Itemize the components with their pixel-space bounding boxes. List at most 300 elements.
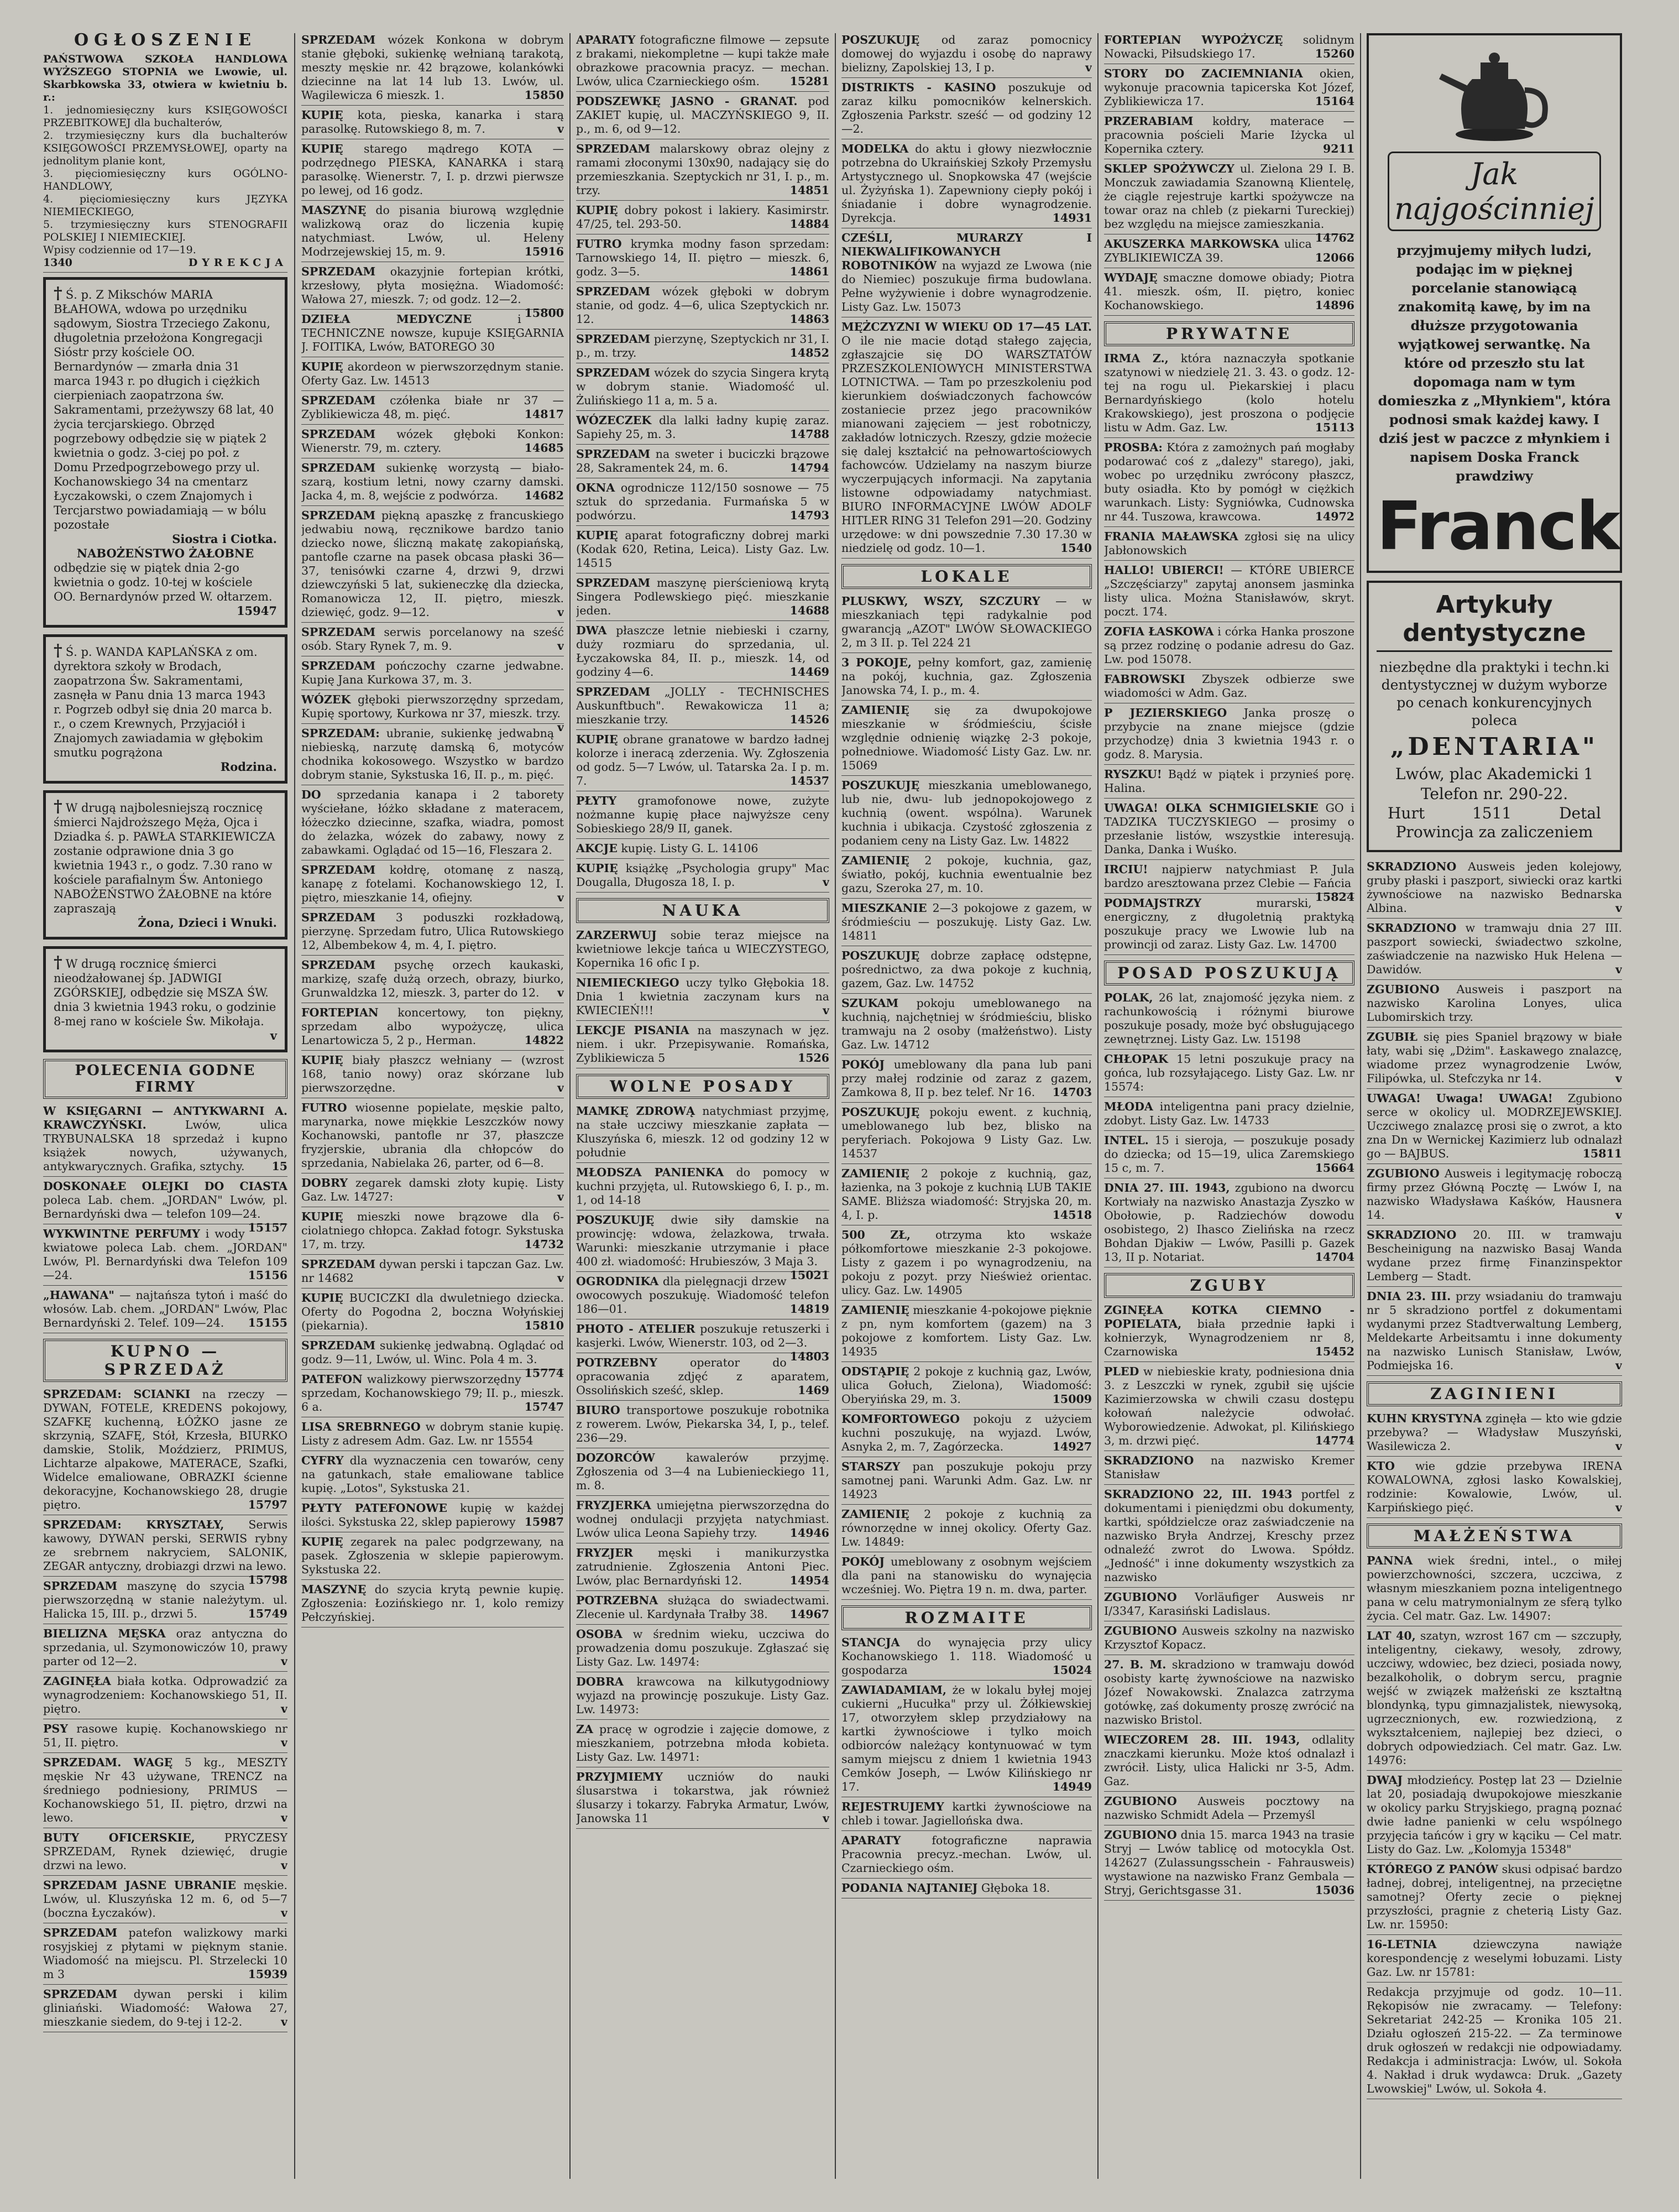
ad-number: 15156: [248, 1269, 287, 1282]
ad-number: v: [281, 1811, 287, 1824]
ad-lead: STANCJA: [841, 1636, 900, 1649]
classified-ad: [301, 461, 564, 506]
obituary-box: [43, 946, 287, 1052]
ad-text: od zaraz pomocnicy domowej do wyjazdu i osobę do naprawy bielizny, Zapolskiej 13, I p.: [841, 33, 1092, 74]
ad-lead: SPRZEDAM:: [301, 727, 380, 740]
ad-number: 15800: [524, 306, 564, 320]
ad-text: — najtańsza tytoń i maść do włosów. Lab. chem. „JORDAN" Lwów, Plac Bernardyński 2. Telef. 109—24.: [43, 1288, 287, 1329]
ad-lead: ZAWIADAMIAM,: [841, 1683, 947, 1697]
ad-lead: KUPIĘ: [301, 1210, 343, 1223]
ad-lead: DOZORCÓW: [576, 1451, 655, 1464]
classified-ad: [301, 727, 564, 785]
ad-text: okien, wykonuje pracownia tapicerska Kot Józef, Zyblikiewicza 17.: [1104, 67, 1354, 108]
ad-text: biała kotka. Odprowadzić za wynagrodzeniem: Kochanowskiego 51, II. piętro.: [43, 1674, 287, 1715]
classified-ad: [1104, 1658, 1354, 1730]
ad-text: O ile nie macie dotąd stałego zajęcia, zgłaszajcie się DO WARSZTATÓW PRZESZKOLENIOWYCH MINISTERSTWA LOTNICTWA. — Tam po przeszkoleniu pod kierunkiem doświadczonych fachowców zostaniecie przez jego pracowników mianowani zajęciem — jest robotniczy, zakładów lotniczych. Rzeszy, gdzie możecie się dalej kształcić na pełnowartościowych fachowców. Udzielamy na naszym biurze wyczerpujących informacji. Na zapytania listowne odpowiadamy natychmiast. BIURO INFORMACYJNE LWÓW ADOLF HITLER RING 31 Telefon 291—20. Godziny urzędowe: w dni powszednie 7.30 17.30 w niedzielę od godz. 10—1.: [841, 334, 1092, 555]
classified-ad: [1367, 1773, 1622, 1860]
classified-ad: [841, 997, 1092, 1055]
ads-list: [301, 33, 564, 1627]
ad-lead: ZOFIA ŁASKOWA: [1104, 625, 1214, 638]
classified-ad: [301, 1210, 564, 1255]
ad-lead: ZGUBIONO: [1104, 1794, 1177, 1808]
classified-ad: [576, 33, 829, 92]
column-rule: [569, 33, 571, 2179]
ad-lead: DNIA 27. III. 1943,: [1104, 1181, 1230, 1194]
ad-number: 15987: [524, 1515, 564, 1528]
classified-ad: [43, 1722, 287, 1753]
classified-ad: [841, 1834, 1092, 1879]
ad-text: smaczne domowe obiady; Piotra 41. mieszk. ośm, II. piętro, koniec Kochanowskiego.: [1104, 271, 1354, 312]
ad-number: v: [557, 721, 564, 734]
classified-ad: [1104, 1052, 1354, 1097]
ad-lead: SPRZEDAM: [576, 576, 651, 589]
ad-text: wózek głęboki w dobrym stanie, od godz. 4—6, ulica Szeptyckich nr. 12.: [576, 285, 829, 326]
ad-text: zegarek na palec podgrzewany, na pasek. Zgłoszenia w sklepie papierowym. Sykstuska 22.: [301, 1535, 564, 1576]
ad-text: Janka proszę o przybycie na znane miejsce (gdzie przychodzę) dnia 3 kwietnia 1943 r. o godz. 8. Marysia.: [1104, 706, 1354, 761]
ad-text: płaszcze letnie niebieski i czarny, duży rozmiaru do sprzedania, ul. Łyczakowska 84, II. p., mieszk. 14, od godziny 4—6.: [576, 624, 829, 679]
ad-lead: SPRZEDAM: [576, 685, 651, 698]
ad-number: v: [1615, 963, 1622, 976]
ad-lead: PODANIA NAJTANIEJ: [841, 1881, 978, 1895]
ad-number: 14817: [524, 408, 564, 421]
classified-ad: [576, 1024, 829, 1068]
ad-lead: POTRZEBNA: [576, 1594, 658, 1607]
course-item: 3. pięciomiesięczny kurs OGÓLNO-HANDLOWY,: [43, 168, 287, 192]
obituary-box: [43, 634, 287, 784]
ad-number: 14794: [789, 461, 829, 474]
classified-ad: [301, 1176, 564, 1207]
classified-ad: [1104, 1624, 1354, 1655]
ad-text: sukienkę worzystą — biało-szarą, kostium letni, nowy czarny damski. Jacka 4, m. 8, wejście z podwórza.: [301, 461, 564, 502]
classified-ad: [1367, 1290, 1622, 1376]
ad-number: 15164: [1315, 95, 1354, 108]
ad-text: umiejętna pierwszorzędna do wodnej ondulacji przyjęta natychmiast. Lwów ulica Leona Sapiehy trzy.: [576, 1499, 829, 1540]
ad-number: v: [1615, 1208, 1622, 1222]
classified-ad: [1104, 672, 1354, 703]
ad-lead: DWAJ: [1367, 1773, 1403, 1787]
ad-lead: STARSZY: [841, 1460, 901, 1473]
classified-ad: [576, 862, 829, 893]
ad-lead: MĘŻCZYZNI W WIEKU OD 17—45 LAT.: [841, 320, 1092, 333]
ad-lead: PODSZEWKĘ JASNO - GRANAT.: [576, 95, 798, 108]
ad-lead: CHŁOPAK: [1104, 1052, 1168, 1066]
classified-ad: [576, 1594, 829, 1625]
classified-ad: [576, 842, 829, 859]
classified-ad: [841, 703, 1092, 776]
ad-text: do wynajęcia przy ulicy Kochanowskiego 1. 118. Wiadomość u gospodarza: [841, 1636, 1092, 1677]
ad-lead: SKLEP SPOŻYWCZY: [1104, 162, 1235, 175]
ad-text: inteligentna pani pracy dzielnie, zdobyt. Listy Gaz. Lw. 14733: [1104, 1100, 1354, 1127]
ad-lead: WYKWINTNE PERFUMY: [43, 1227, 200, 1240]
ad-text: kupię w każdej ilości. Sykstuska 22, sklep papierowy: [301, 1501, 564, 1528]
ad-lead: SKRADZIONO: [1367, 921, 1457, 935]
classified-ad: [301, 204, 564, 262]
classified-ad: [576, 366, 829, 411]
ad-text: męskie. Lwów, ul. Kluszyńska 12 m. 6, od 5—7 (boczna Łyczaków).: [43, 1879, 287, 1919]
column-rule: [1360, 33, 1361, 2179]
ad-lead: DNIA 23. III.: [1367, 1290, 1451, 1303]
section-rozmaite: ROZMAITE: [841, 1605, 1092, 1630]
ad-lead: DWA: [576, 624, 607, 637]
ad-lead: POSZUKUJĘ: [841, 779, 920, 792]
franck-logo: Franck: [1377, 488, 1619, 565]
ad-number: v: [281, 1655, 287, 1668]
ad-text: do aktu i głowy niezwłocznie potrzebna do Ukraińskiej Szkoły Przemysłu Artystycznego ul. Snopkowska 47 (wejście ul. Żyżyńska 1). Zapewniony ciepły pokój i śniadanie i dobre wynagrodzenie. Dyrekcja.: [841, 142, 1092, 225]
ad-text: szatyn, wzrost 167 cm — szczupły, inteligentny, ciekawy, wesoły, zdrowy, uczciwy, wdowiec, bez dzieci, posiada nowy, bezalkoholik, o dobrym sercu, pragnie wejść w związek małżeński ze kształtną blondynką, typu gimnazjalistek, niewysoką, ugrzecznionych, ew. rozwiedzioną, z wykształceniem, najlepiej bez dzieci, o dobrych odpowiedziach. Cel matr. Gaz. Lw. 14976:: [1367, 1629, 1622, 1767]
ad-lead: PŁYTY PATEFONOWE: [301, 1501, 448, 1515]
ad-lead: MIESZKANIE: [841, 901, 927, 915]
course-item: 2. trzymiesięczny kurs dla buchalterów KSIĘGOWOŚCI PRZEMYSŁOWEJ, oparty na jednolitym planie kont,: [43, 129, 287, 167]
ad-lead: SPRZEDAM: [301, 863, 376, 877]
ad-text: uczniów do nauki ślusarstwa i tokarstwa, jak również ślusarzy i tokarzy. Fabryka Armatur, Lwów, Janowska 11: [576, 1770, 829, 1825]
ad-text: maszynę pierścieniową krytą Singera Podlewskiego pięć. mieszkanie jeden.: [576, 576, 829, 617]
ad-number: 14972: [1315, 510, 1354, 523]
classified-ad: [576, 204, 829, 234]
classified-ad: [1104, 33, 1354, 64]
ad-lead: LISA SREBRNEGO: [301, 1420, 421, 1433]
ad-text: pierzynę, Szeptyckich nr 31, I. p., m. trzy.: [576, 332, 829, 359]
ad-text: dla wyznaczenia cen towarów, ceny na gatunkach, stałe emaliowane tablice kupię. „Lotos", Sykstuska 21.: [301, 1454, 564, 1495]
classified-ad: [841, 1555, 1092, 1600]
ad-text: książkę „Psychologia grupy" Mac Dougalla, Długosza 18, I. p.: [576, 862, 829, 889]
ad-lead: SKRADZIONO 22, III. 1943: [1104, 1488, 1293, 1501]
ad-number: v: [557, 891, 564, 904]
ad-lead: MAMKĘ ZDROWĄ: [576, 1104, 695, 1118]
ad-text: głęboki pierwszorzędny sprzedam, Kupię sportowy, Kurkowa nr 37, mieszk. trzy.: [301, 693, 564, 720]
ad-text: PRYCZESY SPRZEDAM, Rynek dziewięć, drugie drzwi na lewo.: [43, 1831, 287, 1872]
classified-ad: [1367, 1228, 1622, 1287]
ad-lead: P JEZIERSKIEGO: [1104, 706, 1227, 719]
ad-text: GO i TADZIKA TUCZYSKIEGO — prosimy o przesłanie listów, wszystkie interesują. Danka, Danka i Wuśko.: [1104, 801, 1354, 856]
ad-text: Ausweis i legitymację roboczą firmy przez Główną Pocztę — Lwów I, na nazwisko Władysława Kaśków, Hausnera 14.: [1367, 1167, 1622, 1222]
ad-lead: KUPIĘ: [576, 204, 618, 217]
ad-lead: KOMFORTOWEGO: [841, 1412, 960, 1426]
ad-lead: UWAGA! Uwaga! UWAGA!: [1367, 1092, 1553, 1105]
classified-ad: [1367, 921, 1622, 980]
column-rule: [294, 33, 295, 2179]
ad-text: okazyjnie fortepian krótki, krzesłowy, płyta mosiężna. Wiadomość: Wałowa 27, mieszk. 7; od godz. 12—2.: [301, 265, 564, 306]
classified-ad: [1104, 530, 1354, 561]
classified-ad: [1104, 768, 1354, 799]
ad-text: kartki żywnościowe na chleb i towar. Jagiellońska dwa.: [841, 1800, 1092, 1827]
ad-text: pokoju z użyciem kuchni poszukuję, na wyjazd. Lwów, Asnyka 2, m. 7, Zagórzecka.: [841, 1412, 1092, 1453]
ad-number: 14822: [524, 1034, 564, 1047]
classified-ad: [841, 656, 1092, 701]
classified-ad: [841, 320, 1092, 559]
cross-icon: †: [54, 797, 62, 816]
ad-number: 12066: [1315, 251, 1354, 264]
ad-text: kołdrę, otomanę z naszą, kanapę z fotelami. Kochanowskiego 12, I. piętro, mieszkanie 14, ofiejny.: [301, 863, 564, 904]
course-item: Wpisy codziennie od 17—19.: [43, 244, 196, 256]
ad-lead: KUPIĘ: [301, 1291, 343, 1305]
ad-number: 15260: [1315, 47, 1354, 60]
ad-text: że w lokalu byłej mojej cukierni „Hucułka" przy ul. Żółkiewskiej 17, otworzyłem sklep przydziałowy na kartki żywnościowe i tylko moich odbiorców należący kontynuować w tym samym miejscu z dniem 1 kwietnia 1943 Cemków Joseph, — Lwów Kilińskiego nr 17.: [841, 1683, 1092, 1793]
ad-text: sprzedania kanapa i 2 taborety wyściełane, łóżko składane z materacem, łóżeczko dziecinne, szafka, wiadra, pomost do żelazka, wózek do zabawy, nowy z zabawkami. Oglądać od 15—16, Fleszara 2.: [301, 788, 564, 857]
ad-number: v: [1615, 1501, 1622, 1514]
ad-number: 15797: [248, 1498, 287, 1511]
ad-lead: ODSTĄPIĘ: [841, 1365, 909, 1378]
section-zaginieni: ZAGINIENI: [1367, 1381, 1622, 1406]
ad-lead: STORY DO ZACIEMNIANIA: [1104, 67, 1303, 80]
ad-number: v: [1085, 61, 1092, 74]
ad-text: psychę orzech kaukaski, markizę, szafę dużą orzech, obrazy, biurko, Grunwaldzka 12, mieszk. 3, parter do 12.: [301, 958, 564, 999]
ad-text: starego mądrego KOTA — podrzędnego PIESKA, KANARKA i starą parasolkę. Wienerstr. 7, I. p. drzwi pierwsze po lewej, od 16 godz.: [301, 142, 564, 197]
column-5: [1104, 33, 1354, 2190]
classified-ad: [841, 1800, 1092, 1831]
ad-number: 14819: [789, 1302, 829, 1316]
classified-ad: [841, 1228, 1092, 1301]
ad-number: 14946: [789, 1526, 829, 1540]
ad-text: rasowe kupię. Kochanowskiego nr 51, II. piętro.: [43, 1722, 287, 1749]
ad-lead: KUPIĘ: [301, 360, 343, 373]
classified-ad: [1104, 1488, 1354, 1588]
classified-ad: [576, 447, 829, 478]
ad-lead: LAT 40,: [1367, 1629, 1416, 1642]
classified-ad: [43, 1227, 287, 1286]
classified-ad: [576, 1451, 829, 1496]
classified-ad: [576, 529, 829, 573]
ad-text: 2 pokoje, kuchnia, gaz, światło, pokój, kuchnia ewentualnie bez gazu, Szeroka 27, m. 10.: [841, 854, 1092, 895]
ad-number: v: [823, 875, 829, 889]
ad-lead: BIELIZNA MĘSKA: [43, 1627, 166, 1640]
classified-ad: [301, 1535, 564, 1580]
ad-lead: MŁODA: [1104, 1100, 1153, 1113]
ad-text: umeblowany dla pana lub pani przy małej rodzinie od zaraz z gazem, Zamkowa 8, II p. bez telef. Nr 16.: [841, 1058, 1092, 1099]
classified-ad: [841, 779, 1092, 851]
ad-number: 14863: [789, 312, 829, 326]
ad-text: Głęboka 18.: [981, 1881, 1050, 1895]
ad-text: mieszki nowe brązowe dla 6-ciolatniego chłopca. Zakład fotogr. Sykstuska 17, m. trzy.: [301, 1210, 564, 1251]
ad-lead: KUPIĘ: [301, 142, 343, 155]
ad-lead: WÓZEK: [301, 693, 351, 706]
classified-ad: [841, 1636, 1092, 1681]
course-item: 4. pięciomiesięczny kurs JĘZYKA NIEMIECKIEGO,: [43, 193, 287, 218]
ad-number: 14732: [524, 1238, 564, 1251]
ad-text: ogrodnicze 112/150 sosnowe — 75 sztuk do sprzedania. Furmańska 5 w podwórzu.: [576, 481, 829, 522]
ad-text: gramofonowe nowe, zużyte nożmanne kupię płace najwyższe ceny Sobieskiego 28/9 II, ganek.: [576, 794, 829, 835]
ad-lead: ZAMIENIĘ: [841, 854, 909, 867]
classified-ad: [1104, 1828, 1354, 1901]
ad-text: wie gdzie przebywa IRENA KOWALOWNA, zgłosi lasko Kowalskiej, rodzinie: Kowalowie, Lwów, ul. Karpińskiego pięć.: [1367, 1459, 1622, 1514]
ad-text: w średnim wieku, uczciwa do prowadzenia domu poszukuje. Zgłaszać się Listy Gaz. Lw. 14974:: [576, 1627, 829, 1668]
obituary-subheading: NABOŻEŃSTWO ŻAŁOBNE: [76, 546, 254, 560]
ad-lead: SPRZEDAM: [301, 33, 376, 46]
ad-lead: SPRZEDAM: [576, 285, 651, 298]
ad-text: dywan perski i kilim gliniański. Wiadomość: Wałowa 27, mieszkanie siedem, do 9-tej i 12-2.: [43, 1987, 287, 2028]
ad-text: pokoju umeblowanego na kuchnią, najchętniej w śródmieściu, blisko tramwaju na 2 osoby (małżeństwo). Listy Gaz. Lw. 14712: [841, 997, 1092, 1051]
classified-ad: [1367, 1629, 1622, 1771]
classified-ad: [841, 949, 1092, 994]
ad-lead: ZGINĘŁA KOTKA CIEMNO - POPIELATA,: [1104, 1303, 1354, 1331]
ad-text: kołdry, materace — pracownia pościeli Marie Iżycka ul Kopernika cztery.: [1104, 114, 1354, 155]
ad-text: Zgubiono serce w okolicy ul. MODRZEJEWSKIEJ. Uczciwego znalazcę prosi się o zwrot, a kto zna Dn w Wernickej Kazimierz lub odnalazł go — BAJBUS.: [1367, 1092, 1622, 1160]
classified-ad: [576, 414, 829, 445]
classified-ad: [1104, 114, 1354, 159]
ad-lead: KTO: [1367, 1459, 1395, 1473]
classified-ad: [43, 1288, 287, 1333]
obituary-text: W drugą rocznicę śmierci nieodżałowanej śp. JADWIGI ZGÓRSKIEJ, odbędzie się MSZA ŚW. dnia 3 kwietnia 1943 roku, o godzinie 8-mej rano w kościele Św. Mikołaja.: [54, 957, 276, 1028]
classified-ad: [1104, 1590, 1354, 1621]
classified-ad: [1104, 441, 1354, 527]
dentaria-address: Lwów, plac Akademicki 1: [1395, 765, 1594, 783]
ad-text: Ausweis pocztowy na nazwisko Schmidt Adela — Przemyśl: [1104, 1794, 1354, 1822]
ad-lead: FORTEPIAN WYPOŻYCZĘ: [1104, 33, 1283, 46]
classified-ad: [841, 1167, 1092, 1225]
school-text: PAŃSTWOWA SZKOŁA HANDLOWA WYŻSZEGO STOPNIA we Lwowie, ul. Skarbkowska 33, otwiera w kwietniu b. r.:: [43, 53, 287, 103]
ad-text: mieszkania umeblowanego, lub nie, dwu- lub jednopokojowego z kuchnią (owent. wspólna). Warunek kuchnia i ubikacja. Czystość zgłoszenia z podaniem ceny na Listy Gaz. Lw. 14822: [841, 779, 1092, 847]
classified-ad: [841, 142, 1092, 228]
ad-lead: SPRZEDAM: [301, 461, 376, 474]
obituary-extra: odbędzie się w piątek dnia 2-go kwietnia o godz. 10-tej w kościele OO. Bernardynów przed W. ołtarzem.: [54, 561, 273, 603]
classified-ad: [301, 108, 564, 139]
ad-number: v: [557, 1271, 564, 1285]
classified-ad: [1104, 625, 1354, 670]
ad-text: 26 lat, znajomość języka niem. z rachunkowością i różnymi biurowe poszukuje posady, może być obsługującego zewnętrznej. Listy Gaz. Lw. 15198: [1104, 991, 1354, 1046]
ad-number: 14927: [1052, 1440, 1092, 1453]
ad-text: pracę w ogrodzie i zajęcie domowe, z mieszkaniem, potrzebna młoda kobieta. Listy Gaz. Lw. 14971:: [576, 1723, 829, 1764]
dentaria-body: niezbędne dla praktyki i techn.ki dentystycznej w dużym wyborze po cenach konkurencyjnych poleca: [1379, 659, 1609, 728]
ad-lead: SPRZEDAM: [301, 394, 376, 407]
ad-lead: SKRADZIONO: [1104, 1454, 1194, 1467]
dentaria-name: „DENTARIA": [1390, 733, 1598, 761]
classified-ad: [1104, 896, 1354, 955]
ad-text: służąca do swiadectwami. Zlecenie ul. Kardynała Trałby 38.: [576, 1594, 829, 1621]
ad-lead: KTÓREGO Z PANÓW: [1367, 1863, 1498, 1876]
ad-number: 14884: [789, 217, 829, 231]
ad-text: w niebieskie kraty, podniesiona dnia 3. z Leszczki w rynek, zgubił się ujście Kazimierzowska w chwili czasu dostępu kołowań należycie odwołać. Wyborowiedzenie. Adwokat, pl. Kilińskiego 3, m. drzwi pięć.: [1104, 1365, 1354, 1447]
section-malzenstwa: MAŁŻEŃSTWA: [1367, 1524, 1622, 1548]
ad-text: serwis porcelanowy na sześć osób. Stary Rynek 7, m. 9.: [301, 625, 564, 653]
ad-lead: 16-LETNIA: [1367, 1938, 1437, 1951]
column-3: [576, 33, 829, 2190]
ad-number: 15452: [1315, 1345, 1354, 1358]
ad-lead: SPRZEDAM: [43, 1579, 118, 1593]
franck-body: przyjmujemy miłych ludzi, podając im w pięknej porcelanie stanowiącą znakomitą kawę, by im na dłuższe przygotowania wyjątkowej serwantkę. Na które od przeszło stu lat dopomaga nam w tym domieszka z „Młynkiem", która podnosi smak każdej kawy. I dziś jest w paczce z młynkiem i napisem Doska Franck prawdziwy: [1378, 242, 1611, 484]
classified-ad: [576, 481, 829, 526]
ad-number: 15281: [789, 75, 829, 88]
classified-ad: [301, 427, 564, 458]
ad-lead: ZGUBIONO: [1367, 1167, 1440, 1180]
ad-text: która naznaczyła spotkanie szatynowi w niedzielę 21. 3. 43. o godz. 12-tej na rogu ul. Piekarskiej i placu Bernardyńskiego (kolo hotelu Krakowskiego), jest proszona o podjęcie listu w Adm. Gaz. Lw.: [1104, 352, 1354, 434]
section-polecenia: POLECENIA GODNE FIRMY: [43, 1059, 287, 1099]
classified-ad: [301, 360, 564, 391]
classified-ad: [841, 1881, 1092, 1898]
dentaria-advertisement: [1367, 581, 1622, 852]
ad-text: 3 poduszki rozkładową, pierzynę. Sprzedam futro, Ulica Rutowskiego 12, Albembekow 4, m. 4, I. piętro.: [301, 911, 564, 952]
ad-lead: SPRZEDAM: [301, 427, 376, 441]
classified-ad: [576, 976, 829, 1021]
dentaria-phone: Telefon nr. 290-22.: [1420, 785, 1568, 803]
classified-ad: [43, 1756, 287, 1828]
ad-lead: SPRZEDAM: [576, 447, 651, 461]
ad-lead: KUPIĘ: [301, 1535, 343, 1548]
cross-icon: †: [54, 284, 62, 303]
ad-text: Ausweis i paszport na nazwisko Karolina Lonyes, ulica Lubomirskich trzy.: [1367, 983, 1622, 1024]
ad-number: v: [557, 1081, 564, 1094]
ad-lead: SPRZEDAM: KRYSZTAŁY,: [43, 1518, 224, 1531]
ad-lead: UWAGA! OLKA SCHMIGIELSKIE: [1104, 801, 1319, 815]
ad-text: dwie siły damskie na prowincję: wdowa, żelazkowa, trwała. Warunki: mieszkanie utrzymanie i płace 400 zł. wiadomość: Hrubieszów, 3 Maja 3.: [576, 1213, 829, 1268]
ad-lead: INTEL.: [1104, 1134, 1149, 1147]
classified-ad: [1104, 271, 1354, 316]
ad-text: umeblowany z osobnym wejściem dla pani na stanowisku do wynajęcia wcześniej. Wo. Piętra 19 n. m. dwa, parter.: [841, 1555, 1092, 1596]
ad-number: 15: [271, 1160, 287, 1173]
ad-lead: DOSKONAŁE OLEJKI DO CIASTA: [43, 1180, 287, 1193]
ad-number: v: [823, 1812, 829, 1825]
ads-list: [576, 33, 829, 1829]
section-wolne_posady: WOLNE POSADY: [576, 1074, 829, 1099]
ad-lead: BIURO: [576, 1404, 620, 1417]
ad-number: v: [557, 606, 564, 619]
ad-text: skradziono w tramwaju dowód osobisty kartę żywnościowe na nazwisko Józef Nowakowski. Znalazca zatrzyma gotówkę, zaś dokumenty proszę zwrócić na nazwisko Bristol.: [1104, 1658, 1354, 1726]
classified-ad: [43, 1674, 287, 1719]
classified-ad: [1104, 801, 1354, 860]
classified-ad: [301, 1053, 564, 1098]
ad-text: sobie teraz miejsce na kwietniowe lekcje tańca u WIECZYSTEGO, Kopernika 16 ofic I p.: [576, 928, 829, 969]
ad-lead: POSZUKUJĘ: [841, 1105, 920, 1119]
ad-lead: KUPIĘ: [576, 733, 618, 746]
ad-text: — KTÓRE UBIERCE „Szczęściarzy" zapytaj anonsem jasminka listy ulica. Można Stanisławów, skryt. poczt. 174.: [1104, 564, 1354, 618]
ad-number: 15916: [524, 245, 564, 258]
classified-ad: [576, 794, 829, 839]
ad-text: patefon walizkowy marki rosyjskiej z płytami w pięknym stanie. Wiadomość na miejscu. Pl. Strzelecki 10 m 3: [43, 1926, 287, 1981]
classified-ad: [841, 1105, 1092, 1164]
classified-ad: [576, 1104, 829, 1163]
ad-lead: ZGUBIONO: [1104, 1590, 1177, 1604]
ad-number: v: [281, 1906, 287, 1919]
ads-list: [841, 33, 1092, 1898]
column-2: [301, 33, 564, 2190]
ad-number: 1469: [797, 1384, 829, 1397]
ad-lead: LEKCJE PISANIA: [576, 1024, 689, 1037]
column-rule: [1097, 33, 1099, 2179]
classified-ad: [841, 1683, 1092, 1797]
ad-text: Lwów, ulica TRYBUNALSKA 18 sprzedaż i kupno książek nowych, używanych, antykwarycznych. Grafika, sztychy.: [43, 1118, 287, 1173]
classified-ad: [301, 1006, 564, 1051]
ad-lead: KUPIĘ: [301, 108, 343, 122]
franck-slogan: Jak najgościnniej: [1388, 152, 1601, 231]
ad-text: fotograficzne filmowe — zepsute z brakami, niekompletne — kupi także małe obrazkowe pracownia pracyz. — mechan. Lwów, ulica Czarnieckiego ośm.: [576, 33, 829, 88]
classified-ad: [1104, 1454, 1354, 1485]
classified-ad: [301, 693, 564, 734]
classified-ad: [1367, 983, 1622, 1027]
classified-ad: [1367, 1863, 1622, 1935]
classified-ad: [576, 685, 829, 730]
ad-number: 14793: [789, 509, 829, 522]
ad-lead: SPRZEDAM: [43, 1926, 118, 1939]
ad-text: wózek głęboki Konkon: Wienerstr. 79, m. cztery.: [301, 427, 564, 455]
ad-text: wiosenne popielate, męskie palto, marynarka, nowe miękkie Leszczków nowy Kochanowski, pantofle nr 37, płaszcze fryzjerskie, ubrania dla chłopców do sprzedania, Nabielaka 26, parter, od 6—8.: [301, 1101, 564, 1170]
classified-ad: [576, 576, 829, 621]
ad-text: portfel z dokumentami i pieniędzmi obu dokumenty, kartki, spółdzielcze oraz zaświadczenie na nazwisko Bryła Andrzej, Kreschy przez odnaleźć zwrot do Lwowa. Spółdz. „Jedność" i inne dokumenty wszystkich za nazwisko: [1104, 1488, 1354, 1584]
classified-ad: [841, 1460, 1092, 1505]
ad-lead: SPRZEDAM: [301, 911, 376, 924]
ad-text: do pisania biurową względnie walizkową oraz do liczenia kupię natychmiast. Lwów, ul. Heleny Modrzejewskiej 15, m. 9.: [301, 204, 564, 258]
ad-lead: SPRZEDAM: [301, 509, 376, 522]
classified-ad: [576, 1546, 829, 1591]
ad-lead: SPRZEDAM: [301, 958, 376, 972]
ad-lead: SPRZEDAM: [301, 1339, 376, 1352]
ad-number: 14682: [524, 489, 564, 502]
obituary-text: W drugą najbolesniejszą rocznicę śmierci Najdroższego Męża, Ojca i Dziadka ś. p. PAWŁA STARKIEWICZA zostanie odprawione dnia 3 go kwietnia 1943 r., o godz. 7.30 rano w kościele parafialnym Św. Antoniego NABOŻEŃSTWO ŻAŁOBNE na które zapraszają: [54, 801, 275, 915]
ad-text: czółenka białe nr 37 — Zyblikiewicza 48, m. pięć.: [301, 394, 564, 421]
ad-lead: IRMA Z.,: [1104, 352, 1169, 365]
ad-number: v: [823, 1004, 829, 1017]
ad-lead: FORTEPIAN: [301, 1006, 379, 1019]
ad-lead: PATEFON: [301, 1373, 363, 1386]
classified-ad: [1104, 352, 1354, 438]
classified-ad: [576, 624, 829, 682]
